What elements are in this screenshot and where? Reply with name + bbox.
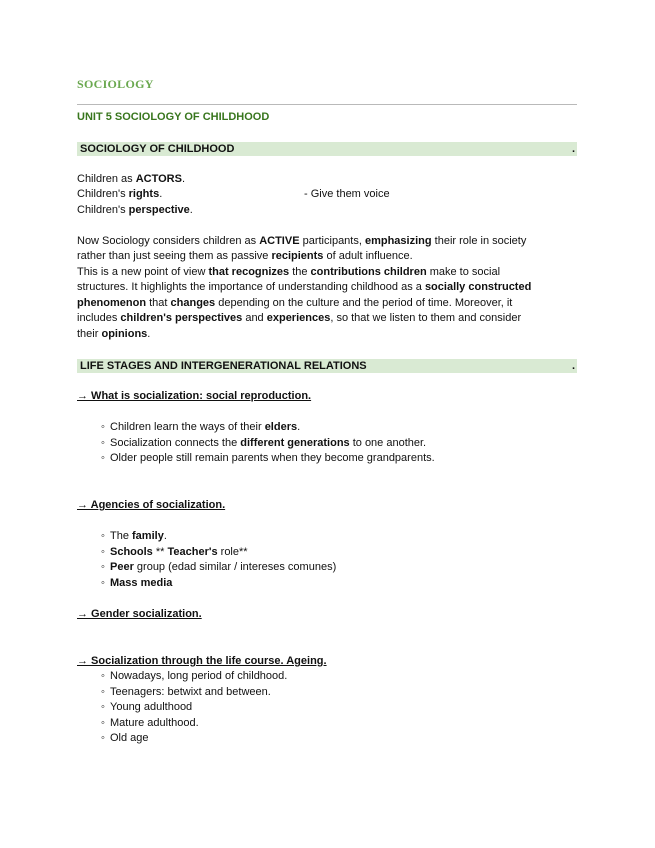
- text: to one another.: [349, 436, 427, 449]
- section-bar-childhood: [77, 142, 577, 156]
- text: **: [152, 545, 168, 558]
- bold-text: opinions: [101, 328, 148, 340]
- bold-text: that recognizes: [208, 266, 290, 278]
- text: rather than just seeing them as passive: [77, 250, 272, 262]
- text: Children as: [77, 173, 136, 185]
- text: their role in society: [431, 235, 527, 247]
- text: depending on the culture and the period of time. Moreover, it: [215, 297, 513, 309]
- text: Mature adulthood.: [110, 716, 199, 729]
- bold-text: children's perspectives: [120, 312, 243, 324]
- bullet-icon: ◦: [101, 452, 105, 464]
- bold-text: experiences: [266, 312, 331, 324]
- bold-text: Mass media: [110, 576, 173, 589]
- bullet-icon: ◦: [101, 716, 105, 729]
- list-item: [77, 576, 336, 592]
- bullet-icon: ◦: [101, 436, 105, 449]
- paragraph-1-line-1: [77, 234, 526, 250]
- text: make to social: [426, 266, 501, 278]
- list-item: [77, 545, 336, 561]
- list-item: [77, 700, 287, 716]
- list-item: [77, 685, 287, 701]
- text: Old age: [110, 732, 149, 744]
- paragraph-2-line-3: [77, 296, 512, 312]
- text: includes: [77, 312, 121, 324]
- text: .: [159, 188, 163, 200]
- bullet-icon: ◦: [101, 732, 105, 744]
- list-item: [77, 669, 287, 685]
- section-bar-title: LIFE STAGES AND INTERGENERATIONAL RELATIONS: [80, 360, 367, 372]
- list-item: [77, 560, 336, 576]
- text: and: [242, 312, 267, 324]
- text: Teenagers: betwixt and between.: [110, 685, 271, 698]
- key-line-actors: [77, 172, 185, 188]
- life-course-list: [77, 669, 287, 747]
- list-item: [77, 731, 287, 747]
- text: participants,: [299, 235, 365, 247]
- text: Now Sociology considers children as: [77, 235, 260, 247]
- text: .: [147, 328, 151, 340]
- list-item: [77, 420, 435, 436]
- bold-text: socially constructed: [424, 281, 532, 293]
- bullet-icon: ◦: [101, 685, 105, 698]
- paragraph-1-line-2: [77, 249, 413, 265]
- bold-text: Teacher's: [167, 545, 218, 558]
- paragraph-2-line-5: [77, 327, 150, 343]
- text: structures. It highlights the importance of understanding childhood as a: [77, 281, 425, 293]
- text: Children's: [77, 204, 129, 216]
- list-item: [77, 451, 435, 467]
- list-item: [77, 436, 435, 452]
- heading-socialization: → What is socialization: social reproduction.: [77, 390, 312, 402]
- bold-text: rights: [128, 188, 160, 200]
- bullet-icon: ◦: [101, 421, 105, 433]
- text: .: [297, 421, 301, 433]
- key-line-perspective: [77, 203, 193, 219]
- bullet-icon: ◦: [101, 670, 105, 682]
- text: Socialization connects the: [110, 436, 241, 449]
- course-title: SOCIOLOGY: [77, 77, 154, 91]
- section-bar-title: SOCIOLOGY OF CHILDHOOD: [80, 143, 235, 155]
- bold-text: contributions children: [310, 266, 427, 278]
- rights-aside: - Give them voice: [304, 188, 390, 200]
- bold-text: recipients: [271, 250, 324, 262]
- text: .: [163, 530, 167, 542]
- text: Older people still remain parents when they become grandparents.: [110, 452, 435, 464]
- text: Children's: [77, 188, 129, 200]
- text: .: [181, 173, 186, 185]
- bold-text: ACTORS: [135, 173, 182, 185]
- bold-text: perspective: [128, 204, 190, 216]
- text: group (edad similar / intereses comunes): [133, 561, 337, 573]
- text: This is a new point of view: [77, 266, 209, 278]
- key-line-rights: [77, 187, 577, 203]
- heading-agencies: → Agencies of socialization.: [77, 499, 226, 511]
- text: of adult influence.: [323, 250, 413, 262]
- text: Young adulthood: [110, 701, 193, 713]
- text: their: [77, 328, 102, 340]
- bullet-icon: ◦: [101, 561, 105, 573]
- list-item: [77, 716, 287, 732]
- text: The: [110, 530, 133, 542]
- paragraph-2-line-2: [77, 280, 531, 296]
- title-divider: [77, 104, 577, 105]
- bold-text: Peer: [110, 561, 134, 573]
- text: Nowadays, long period of childhood.: [110, 670, 288, 682]
- heading-life-course: → Socialization through the life course. Ageing.: [77, 655, 327, 667]
- section-bar-life-stages: [77, 359, 577, 373]
- bold-text: family: [132, 530, 164, 542]
- bold-text: changes: [170, 297, 216, 309]
- bullet-icon: ◦: [101, 530, 105, 542]
- bold-text: Schools: [110, 545, 153, 558]
- list-item: [77, 529, 336, 545]
- paragraph-2-line-4: [77, 311, 521, 327]
- text: .: [189, 204, 193, 216]
- bold-text: different generations: [240, 436, 350, 449]
- bold-text: emphasizing: [364, 235, 432, 247]
- section-bar-dot: .: [571, 360, 575, 372]
- text: role**: [217, 545, 248, 558]
- bold-text: phenomenon: [77, 297, 147, 309]
- bold-text: ACTIVE: [259, 235, 300, 247]
- agencies-list: [77, 529, 336, 591]
- bold-text: elders: [264, 421, 298, 433]
- paragraph-2-line-1: [77, 265, 500, 281]
- unit-title: UNIT 5 SOCIOLOGY OF CHILDHOOD: [77, 111, 270, 123]
- bullet-icon: ◦: [101, 545, 105, 558]
- bullet-icon: ◦: [101, 701, 105, 713]
- text: the: [289, 266, 311, 278]
- text: that: [146, 297, 171, 309]
- section-bar-dot: .: [571, 143, 575, 155]
- socialization-list: [77, 420, 435, 467]
- bullet-icon: ◦: [101, 576, 105, 589]
- text: Children learn the ways of their: [110, 421, 265, 433]
- heading-gender: → Gender socialization.: [77, 608, 202, 620]
- text: , so that we listen to them and consider: [330, 312, 522, 324]
